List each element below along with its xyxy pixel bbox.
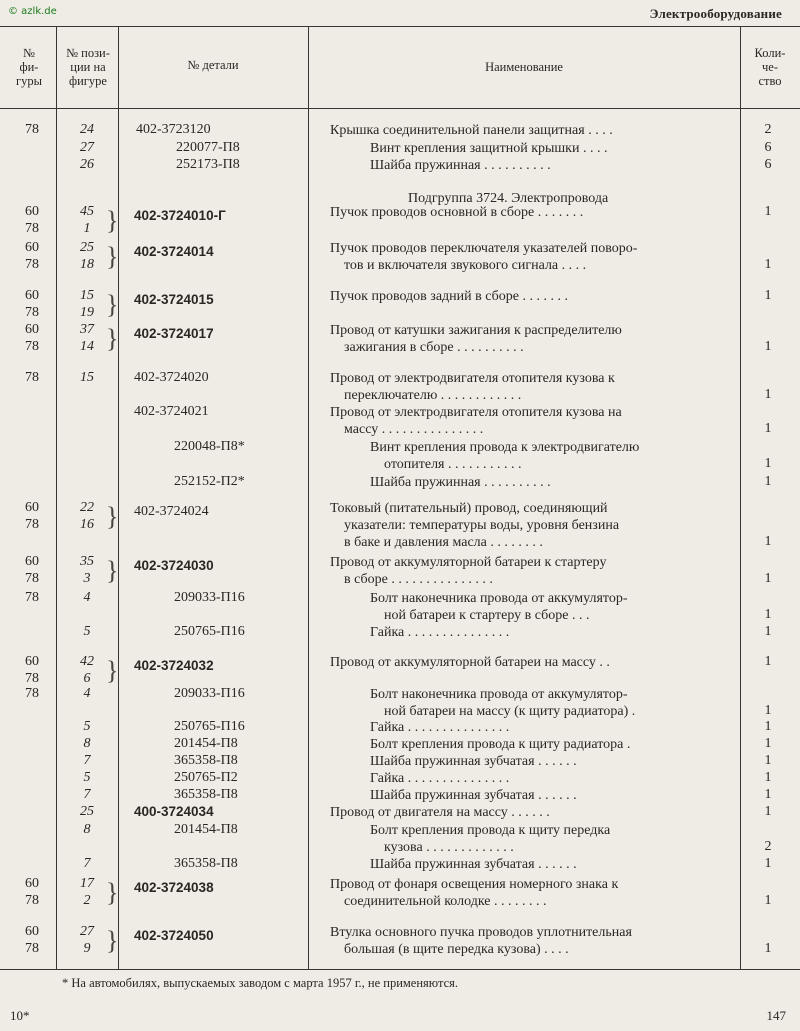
part-name: Пучок проводов переключателя указателей поворо- — [330, 241, 638, 256]
header-qty: Коли- че- ство — [754, 46, 786, 88]
brace-icon: } — [106, 878, 119, 907]
part-name: тов и включателя звукового сигнала . . . . — [344, 258, 587, 273]
part-name: Винт крепления защитной крышки . . . . — [370, 141, 608, 156]
position-number: 27 — [80, 924, 94, 939]
quantity: 1 — [764, 257, 772, 272]
part-number: 402-3724015 — [134, 292, 214, 307]
quantity: 1 — [764, 753, 772, 768]
figure-number: 60 — [25, 654, 39, 669]
quantity: 1 — [764, 804, 772, 819]
part-name: Шайба пружинная зубчатая . . . . . . — [370, 788, 577, 803]
part-name: в сборе . . . . . . . . . . . . . . . — [344, 572, 493, 587]
part-name: Болт наконечника провода от аккумулятор- — [370, 687, 628, 702]
footnote: * На автомобилях, выпускаемых заводом с марта 1957 г., не применяются. — [62, 976, 459, 990]
part-number: 252152-П2* — [174, 474, 245, 489]
part-name: Шайба пружинная зубчатая . . . . . . — [370, 754, 577, 769]
figure-number: 78 — [25, 221, 39, 236]
table-bottom-rule — [0, 969, 800, 970]
part-name: Провод от катушки зажигания к распределителю — [330, 323, 622, 338]
figure-number: 78 — [25, 686, 39, 701]
figure-number: 60 — [25, 240, 39, 255]
position-number: 24 — [80, 122, 94, 137]
part-name: Провод от электродвигателя отопителя кузова к — [330, 371, 615, 386]
position-number: 7 — [83, 787, 91, 802]
position-number: 4 — [83, 590, 91, 605]
quantity: 2 — [764, 122, 772, 137]
position-number: 18 — [80, 257, 94, 272]
part-name: Винт крепления провода к электродвигателю — [370, 440, 640, 455]
part-name: отопителя . . . . . . . . . . . — [384, 457, 522, 472]
part-number: 250765-П16 — [174, 624, 245, 639]
header-pos: № пози- ции на фигуре — [66, 46, 110, 88]
part-number: 220077-П8 — [176, 140, 240, 155]
part-number: 402-3724014 — [134, 244, 214, 259]
position-number: 37 — [80, 322, 94, 337]
position-number: 19 — [80, 305, 94, 320]
part-name: Шайба пружинная . . . . . . . . . . — [370, 158, 551, 173]
part-number: 252173-П8 — [176, 157, 240, 172]
position-number: 42 — [80, 654, 94, 669]
part-number: 402-3724050 — [134, 928, 214, 943]
position-number: 8 — [83, 822, 91, 837]
position-number: 15 — [80, 370, 94, 385]
position-number: 14 — [80, 339, 94, 354]
part-name: Провод от электродвигателя отопителя кузова на — [330, 405, 622, 420]
quantity: 1 — [764, 770, 772, 785]
position-number: 45 — [80, 204, 94, 219]
part-number: 250765-П16 — [174, 719, 245, 734]
brace-icon: } — [106, 290, 119, 319]
brace-icon: } — [106, 926, 119, 955]
part-number: 402-3724021 — [134, 404, 209, 419]
brace-icon: } — [106, 242, 119, 271]
part-name: Втулка основного пучка проводов уплотнительная — [330, 925, 632, 940]
column-divider — [308, 26, 309, 969]
figure-number: 60 — [25, 924, 39, 939]
part-name: переключателю . . . . . . . . . . . . — [344, 388, 522, 403]
part-name: указатели: температуры воды, уровня бензина — [344, 518, 620, 533]
quantity: 6 — [764, 140, 772, 155]
part-number: 402-3724038 — [134, 880, 214, 895]
part-name: Пучок проводов основной в сборе . . . . . . . — [330, 205, 584, 220]
figure-number: 78 — [25, 339, 39, 354]
quantity: 1 — [764, 204, 772, 219]
part-name: Шайба пружинная . . . . . . . . . . — [370, 475, 551, 490]
watermark: © azlk.de — [8, 6, 57, 17]
position-number: 25 — [80, 804, 94, 819]
part-name: кузова . . . . . . . . . . . . . — [384, 840, 514, 855]
figure-number: 78 — [25, 257, 39, 272]
header-part: № детали — [187, 58, 239, 72]
part-name: Провод от фонаря освещения номерного знака к — [330, 877, 619, 892]
quantity: 1 — [764, 387, 772, 402]
quantity: 1 — [764, 607, 772, 622]
position-number: 4 — [83, 686, 91, 701]
part-number: 402-3724032 — [134, 658, 214, 673]
quantity: 1 — [764, 456, 772, 471]
part-name: Провод от аккумуляторной батареи на массу . . — [330, 655, 610, 670]
figure-number: 78 — [25, 305, 39, 320]
quantity: 1 — [764, 736, 772, 751]
part-name: в баке и давления масла . . . . . . . . — [344, 535, 543, 550]
quantity: 1 — [764, 624, 772, 639]
header-fig: № фи- гуры — [15, 46, 43, 88]
figure-number: 78 — [25, 370, 39, 385]
position-number: 25 — [80, 240, 94, 255]
part-name: Болт наконечника провода от аккумулятор- — [370, 591, 628, 606]
quantity: 1 — [764, 571, 772, 586]
part-number: 402-3723120 — [136, 122, 211, 137]
quantity: 6 — [764, 157, 772, 172]
quantity: 1 — [764, 719, 772, 734]
quantity: 1 — [764, 421, 772, 436]
quantity: 1 — [764, 654, 772, 669]
part-number: 400-3724034 — [134, 804, 214, 819]
figure-number: 60 — [25, 204, 39, 219]
figure-number: 78 — [25, 571, 39, 586]
part-name: Крышка соединительной панели защитная . . . . — [330, 123, 613, 138]
part-number: 365358-П8 — [174, 787, 238, 802]
table-top-rule — [0, 26, 800, 27]
brace-icon: } — [106, 656, 119, 685]
part-name: ной батареи к стартеру в сборе . . . — [384, 608, 590, 623]
column-divider — [740, 26, 741, 969]
header-name: Наименование — [485, 60, 563, 74]
part-number: 209033-П16 — [174, 686, 245, 701]
part-name: Шайба пружинная зубчатая . . . . . . — [370, 857, 577, 872]
position-number: 16 — [80, 517, 94, 532]
part-number: 402-3724030 — [134, 558, 214, 573]
page-signature: 10* — [10, 1008, 30, 1023]
brace-icon: } — [106, 556, 119, 585]
position-number: 27 — [80, 140, 94, 155]
part-name: Провод от двигателя на массу . . . . . . — [330, 805, 550, 820]
position-number: 3 — [83, 571, 91, 586]
quantity: 1 — [764, 856, 772, 871]
figure-number: 60 — [25, 876, 39, 891]
part-number: 201454-П8 — [174, 736, 238, 751]
part-number: 209033-П16 — [174, 590, 245, 605]
part-name: соединительной колодке . . . . . . . . — [344, 894, 547, 909]
quantity: 1 — [764, 941, 772, 956]
position-number: 5 — [83, 624, 91, 639]
figure-number: 78 — [25, 517, 39, 532]
part-name: Токовый (питательный) провод, соединяющий — [330, 501, 608, 516]
position-number: 35 — [80, 554, 94, 569]
figure-number: 78 — [25, 671, 39, 686]
column-divider — [118, 26, 119, 969]
brace-icon: } — [106, 324, 119, 353]
position-number: 26 — [80, 157, 94, 172]
part-number: 402-3724020 — [134, 370, 209, 385]
part-name: Болт крепления провода к щиту радиатора . — [370, 737, 631, 752]
quantity: 2 — [764, 839, 772, 854]
figure-number: 60 — [25, 322, 39, 337]
position-number: 22 — [80, 500, 94, 515]
position-number: 1 — [83, 221, 91, 236]
part-name: Гайка . . . . . . . . . . . . . . . — [370, 625, 510, 640]
quantity: 1 — [764, 534, 772, 549]
quantity: 1 — [764, 893, 772, 908]
quantity: 1 — [764, 339, 772, 354]
part-number: 365358-П8 — [174, 856, 238, 871]
figure-number: 78 — [25, 893, 39, 908]
position-number: 2 — [83, 893, 91, 908]
part-number: 220048-П8* — [174, 439, 245, 454]
subgroup-heading: Подгруппа 3724. Электропровода — [408, 191, 609, 206]
figure-number: 60 — [25, 500, 39, 515]
position-number: 9 — [83, 941, 91, 956]
quantity: 1 — [764, 787, 772, 802]
running-head: Электрооборудование — [649, 6, 782, 21]
part-number: 402-3724017 — [134, 326, 214, 341]
part-name: зажигания в сборе . . . . . . . . . . — [344, 340, 524, 355]
quantity: 1 — [764, 474, 772, 489]
position-number: 6 — [83, 671, 91, 686]
figure-number: 60 — [25, 288, 39, 303]
part-name: массу . . . . . . . . . . . . . . . — [344, 422, 484, 437]
part-number: 402-3724024 — [134, 504, 209, 519]
position-number: 5 — [83, 719, 91, 734]
brace-icon: } — [106, 206, 119, 235]
part-number: 201454-П8 — [174, 822, 238, 837]
part-name: Гайка . . . . . . . . . . . . . . . — [370, 720, 510, 735]
figure-number: 78 — [25, 122, 39, 137]
position-number: 5 — [83, 770, 91, 785]
brace-icon: } — [106, 502, 119, 531]
table-header-rule — [0, 108, 800, 109]
part-name: ной батареи на массу (к щиту радиатора) . — [384, 704, 636, 719]
part-name: Провод от аккумуляторной батареи к стартеру — [330, 555, 607, 570]
position-number: 8 — [83, 736, 91, 751]
part-number: 402-3724010-Г — [134, 208, 226, 223]
part-name: Пучок проводов задний в сборе . . . . . . . — [330, 289, 568, 304]
column-divider — [56, 26, 57, 969]
quantity: 1 — [764, 703, 772, 718]
position-number: 15 — [80, 288, 94, 303]
page-number: 147 — [766, 1008, 786, 1023]
part-name: Гайка . . . . . . . . . . . . . . . — [370, 771, 510, 786]
figure-number: 78 — [25, 941, 39, 956]
part-number: 365358-П8 — [174, 753, 238, 768]
part-name: большая (в щите передка кузова) . . . . — [344, 942, 569, 957]
position-number: 7 — [83, 753, 91, 768]
figure-number: 60 — [25, 554, 39, 569]
part-name: Болт крепления провода к щиту передка — [370, 823, 611, 838]
position-number: 7 — [83, 856, 91, 871]
figure-number: 78 — [25, 590, 39, 605]
part-number: 250765-П2 — [174, 770, 238, 785]
position-number: 17 — [80, 876, 94, 891]
quantity: 1 — [764, 288, 772, 303]
